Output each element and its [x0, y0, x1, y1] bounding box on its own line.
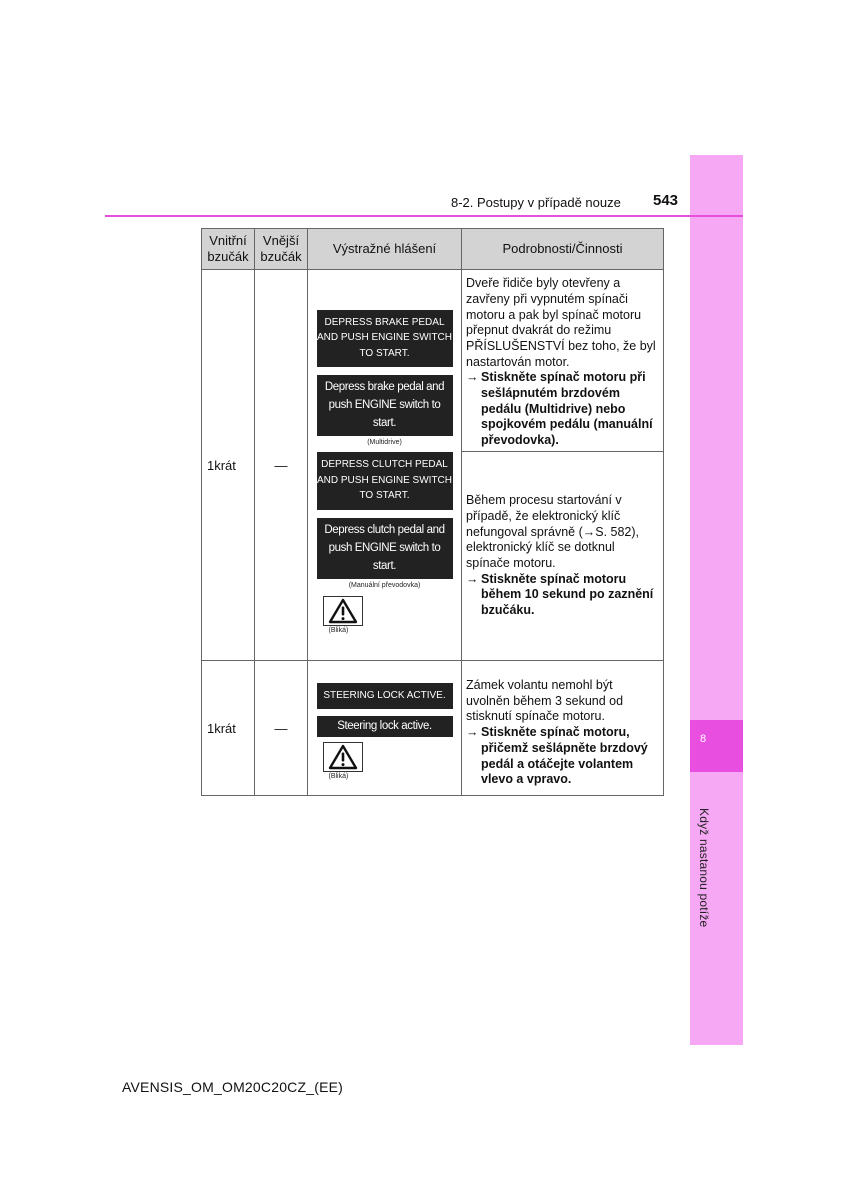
- blinking-note: (Bliká): [328, 626, 349, 634]
- detail-description: Zámek volantu nemohl být uvolněn během 3 sekund od stisknutí spínače motoru.: [466, 678, 624, 724]
- detail-description: Během procesu startování v případě, že elektronický klíč nefungoval správně (→S. 582), elektronický klíč se dotknul spínače motoru.: [466, 493, 640, 570]
- note-manual-transmission: (Manuální převodovka): [348, 581, 421, 589]
- table-header-row: [202, 229, 664, 270]
- internal-buzzer-cell: 1krát: [202, 270, 255, 661]
- message-brake-pedal-display: Depress brake pedal and push ENGINE switch to start.: [317, 375, 453, 436]
- page-number: 543: [653, 192, 679, 209]
- arrow-icon: →: [466, 725, 479, 740]
- message-steering-lock-caps: STEERING LOCK ACTIVE.: [317, 683, 453, 710]
- message-steering-lock-display: Steering lock active.: [317, 716, 453, 737]
- detail-cell: [462, 451, 664, 660]
- warning-message-cell: [308, 661, 462, 796]
- table-row: [202, 270, 664, 452]
- arrow-icon: →: [466, 370, 479, 385]
- warning-table: [201, 228, 664, 796]
- header-details: Podrobnosti/Činnosti: [462, 229, 664, 270]
- external-buzzer-cell: —: [255, 270, 308, 661]
- header-rule: [105, 215, 743, 217]
- message-clutch-pedal-display: Depress clutch pedal and push ENGINE switch to start.: [317, 518, 453, 579]
- warning-message-cell: [308, 270, 462, 661]
- chapter-number: 8: [700, 733, 707, 745]
- message-clutch-pedal-caps: DEPRESS CLUTCH PEDAL AND PUSH ENGINE SWITCH TO START.: [317, 452, 453, 510]
- blinking-note: (Bliká): [328, 773, 349, 781]
- internal-buzzer-cell: 1krát: [202, 661, 255, 796]
- warning-triangle-icon: [323, 596, 363, 626]
- detail-action: Stiskněte spínač motoru při sešlápnutém brzdovém pedálu (Multidrive) nebo spojkovém pedálu (manuální převodovka).: [481, 370, 653, 448]
- detail-action: Stiskněte spínač motoru během 10 sekund po zaznění bzučáku.: [481, 571, 654, 618]
- section-title: 8-2. Postupy v případě nouze: [451, 195, 621, 210]
- chapter-number-box: [690, 720, 743, 772]
- detail-action: Stiskněte spínač motoru, přičemž sešlápněte brzdový pedál a otáčejte volantem vlevo a vpravo.: [481, 725, 648, 787]
- detail-description: Dveře řidiče byly otevřeny a zavřeny při vypnutém spínači motoru a pak byl spínač motoru přepnut dvakrát do režimu PŘÍSLUŠENSTVÍ bez toho, že byl nastartován motor.: [466, 276, 656, 369]
- arrow-icon: →: [466, 571, 479, 586]
- chapter-title: Když nastanou potíže: [697, 808, 711, 928]
- header-external-buzzer: Vnější bzučák: [255, 229, 308, 270]
- external-buzzer-cell: —: [255, 661, 308, 796]
- detail-cell: [462, 270, 664, 452]
- document-code: AVENSIS_OM_OM20C20CZ_(EE): [122, 1079, 344, 1095]
- detail-cell: [462, 661, 664, 796]
- warning-triangle-icon: [323, 742, 363, 772]
- table-row: [202, 661, 664, 796]
- note-multidrive: (Multidrive): [367, 439, 402, 446]
- message-brake-pedal-caps: DEPRESS BRAKE PEDAL AND PUSH ENGINE SWITCH TO START.: [317, 310, 453, 368]
- header-warning-message: Výstražné hlášení: [308, 229, 462, 270]
- header-internal-buzzer: Vnitřní bzučák: [202, 229, 255, 270]
